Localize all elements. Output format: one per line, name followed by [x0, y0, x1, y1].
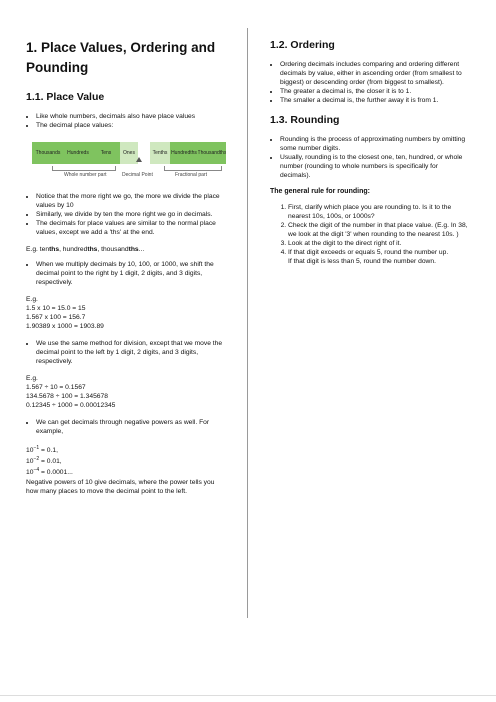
power-exponent: −4: [33, 467, 40, 474]
example-line: 1.567 ÷ 10 = 0.1567: [26, 384, 86, 391]
rounding-steps: [270, 203, 470, 266]
list-item: • Ordering decimals includes comparing and ordering different decimals by value, either in ascending order (from smallest to biggest) or descending order (from biggest to smallest).: [280, 60, 470, 87]
place-cell-thousands: Thousands: [32, 142, 64, 164]
list-item: 2. Check the digit of the number in that place value. (E.g. In 38, we look at the digit '3' when rounding to the nearest 10s. ): [288, 221, 470, 239]
step-text: If that digit exceeds or equals 5, round the number up.: [288, 249, 449, 256]
list-item: • We can get decimals through negative powers as well. For example,: [36, 418, 228, 436]
list-item: • The smaller a decimal is, the further away it is from 1.: [280, 96, 470, 105]
page-footer-rule: [0, 695, 496, 696]
list-item: • Similarly, we divide by ten the more right we go in decimals.: [36, 210, 228, 219]
example-line: 1.90389 x 1000 = 1903.89: [26, 323, 104, 330]
step-extra-text: If that digit is less than 5, round the number down.: [288, 258, 436, 265]
bullet-list-rounding: [270, 135, 470, 180]
list-item: • When we multiply decimals by 10, 100, or 1000, we shift the decimal point to the right by 1 digit, 2 digits, and 3 digits, respectively.: [36, 260, 228, 287]
bullet-list-ordering: [270, 60, 470, 105]
example-text: , hundred: [59, 246, 88, 253]
power-exponent: −1: [33, 445, 40, 451]
bullet-list-division: [26, 192, 228, 237]
place-cell-tenths: Tenths: [150, 142, 170, 164]
place-value-table: [32, 142, 232, 182]
whole-part-bracket: [52, 166, 116, 171]
section-heading-rounding: 1.3. Rounding: [270, 114, 340, 126]
column-divider: [247, 28, 248, 618]
place-cell-hundreds: Hundreds: [64, 142, 92, 164]
rounding-rule-heading: The general rule for rounding:: [270, 188, 370, 195]
list-item: [288, 248, 470, 266]
bullet-list-negative-powers: [26, 418, 228, 436]
example-line: 1.5 x 10 = 15.0 = 15: [26, 305, 86, 312]
power-base: 10: [26, 469, 34, 477]
place-cell-hundredths: Hundredths: [170, 142, 198, 164]
example-ths: [26, 245, 228, 254]
power-line: [26, 466, 228, 477]
bullet-list-divide: [26, 339, 228, 366]
left-column: [26, 38, 228, 496]
bold-suffix: ths: [87, 246, 98, 253]
place-value-row: [32, 142, 226, 164]
bullet-list-intro: [26, 112, 228, 130]
bold-suffix: ths: [128, 246, 139, 253]
power-line: [26, 444, 228, 455]
example-line: E.g.: [26, 375, 38, 382]
bullet-list-multiply: [26, 260, 228, 287]
label-whole-number-part: Whole number part: [64, 172, 107, 178]
list-item: • The decimals for place values are similar to the normal place values, except we add a 'ths' at the end.: [36, 219, 228, 237]
place-cell-ones: Ones: [120, 142, 138, 164]
divide-examples: [26, 374, 228, 410]
section-heading-ordering: 1.2. Ordering: [270, 39, 335, 51]
power-value: = 0.0001...: [39, 469, 73, 477]
bold-suffix: ths: [49, 246, 60, 253]
example-text: E.g. ten: [26, 246, 50, 253]
fraction-part-bracket: [164, 166, 222, 171]
example-text: ...: [138, 246, 145, 253]
label-decimal-point: Decimal Point: [122, 172, 153, 178]
power-exponent: −2: [33, 456, 40, 463]
decimal-point-marker-icon: [136, 157, 142, 162]
list-item: • Notice that the more right we go, the more we divide the place values by 10: [36, 192, 228, 210]
power-value: = 0.01,: [39, 458, 62, 466]
power-value: = 0.1,: [39, 447, 58, 455]
page-title: 1. Place Values, Ordering and Pounding: [26, 40, 216, 75]
power-line: [26, 455, 228, 466]
power-base: 10: [26, 458, 34, 466]
multiply-examples: [26, 295, 228, 331]
label-fractional-part: Fractional part: [175, 172, 207, 178]
place-cell-tens: Tens: [92, 142, 120, 164]
example-line: 134.5678 ÷ 100 = 1.345678: [26, 393, 108, 400]
list-item: • We use the same method for division, except that we move the decimal point to the left by 1 digit, 2 digits, and 3 digits, respectively.: [36, 339, 228, 366]
list-item: 3. Look at the digit to the direct right of it.: [288, 239, 470, 248]
example-line: E.g.: [26, 296, 38, 303]
example-line: 1.567 x 100 = 156.7: [26, 314, 86, 321]
section-heading-place-value: 1.1. Place Value: [26, 91, 105, 103]
list-item: • Rounding is the process of approximating numbers by omitting some number digits.: [280, 135, 470, 153]
closing-paragraph: Negative powers of 10 give decimals, where the power tells you how many places to move the decimal point to the left.: [26, 478, 215, 495]
list-item: 1. First, clarify which place you are rounding to. Is it to the nearest 10s, 100s, or 1000s?: [288, 203, 470, 221]
example-text: , thousand: [97, 246, 129, 253]
right-column: [270, 38, 470, 274]
power-base: 10: [26, 447, 34, 455]
example-line: 0.12345 ÷ 1000 = 0.00012345: [26, 402, 116, 409]
list-item: • Like whole numbers, decimals also have place values: [36, 112, 228, 121]
list-item: • The decimal place values:: [36, 121, 228, 130]
list-item: • The greater a decimal is, the closer it is to 1.: [280, 87, 470, 96]
power-examples: [26, 444, 228, 496]
list-item: • Usually, rounding is to the closest one, ten, hundred, or whole number (rounding to whole numbers is specifically for decimals).: [280, 153, 470, 180]
place-cell-thousandths: Thousandths: [198, 142, 226, 164]
